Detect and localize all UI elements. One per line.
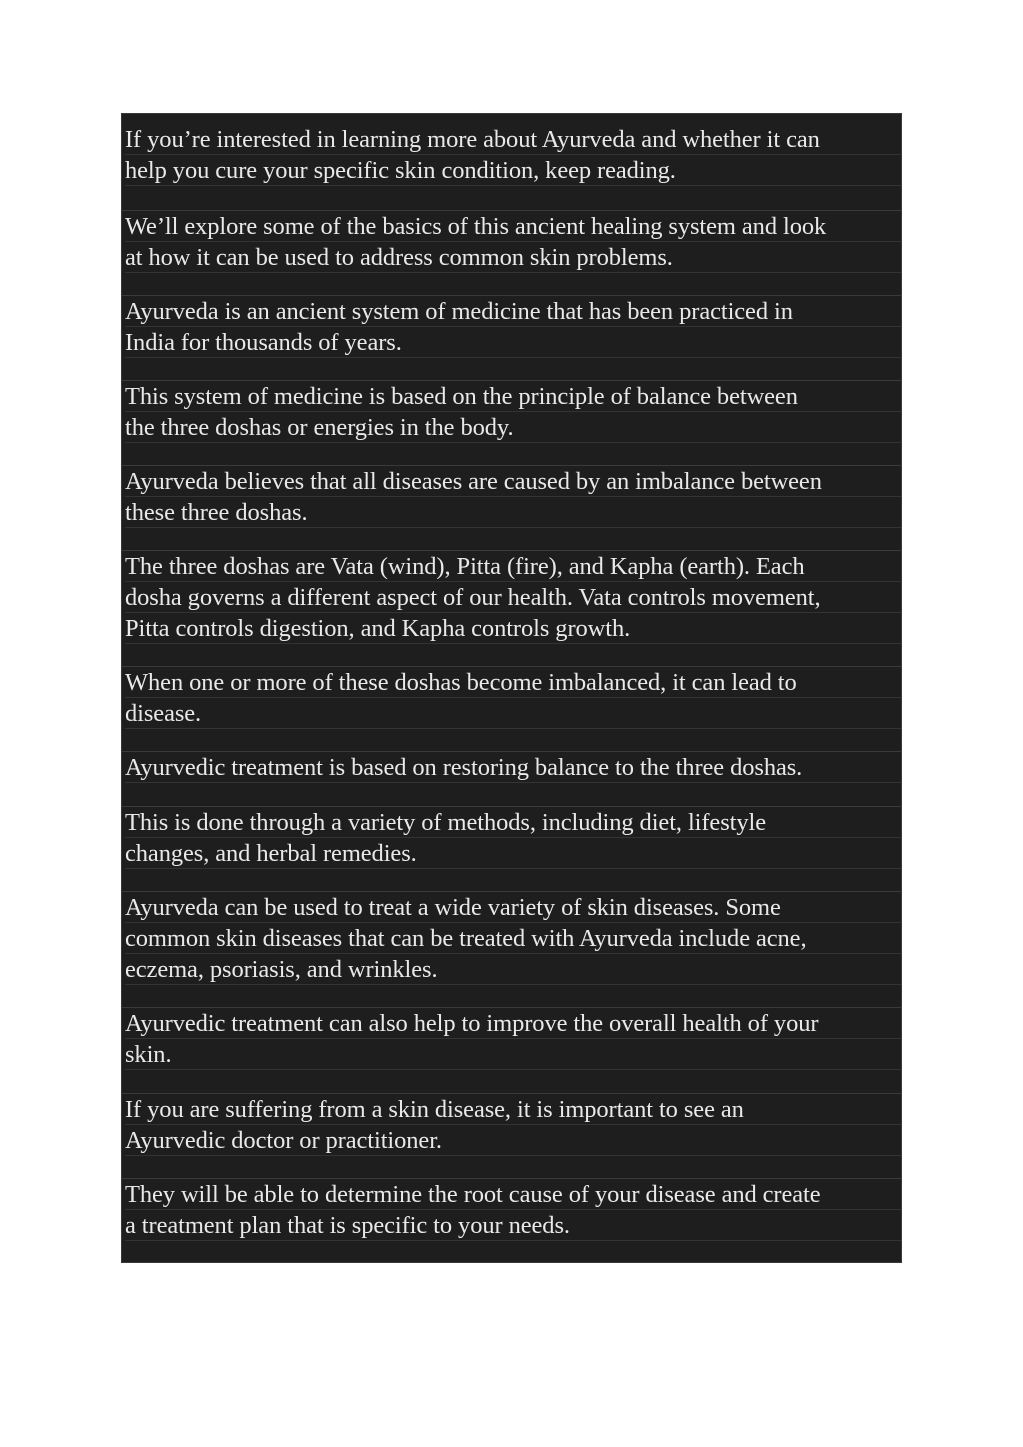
paragraph xyxy=(122,806,901,869)
text-line: disease. xyxy=(125,698,901,729)
paragraph xyxy=(122,751,901,783)
paragraph xyxy=(122,1178,901,1241)
paragraph xyxy=(122,124,901,186)
text-line: dosha governs a different aspect of our health. Vata controls movement, xyxy=(125,582,901,613)
text-line: India for thousands of years. xyxy=(125,327,901,358)
paragraph xyxy=(122,465,901,528)
text-line: skin. xyxy=(125,1039,901,1070)
text-line: Ayurveda is an ancient system of medicine that has been practiced in xyxy=(125,296,901,327)
text-line: We’ll explore some of the basics of this ancient healing system and look xyxy=(125,211,901,242)
text-line: When one or more of these doshas become imbalanced, it can lead to xyxy=(125,667,901,698)
text-line: The three doshas are Vata (wind), Pitta (fire), and Kapha (earth). Each xyxy=(125,551,901,582)
text-line: If you’re interested in learning more about Ayurveda and whether it can xyxy=(125,124,901,155)
text-line: Ayurvedic doctor or practitioner. xyxy=(125,1125,901,1156)
paragraph xyxy=(122,550,901,644)
text-line: help you cure your specific skin condition, keep reading. xyxy=(125,155,901,186)
article-panel xyxy=(121,113,902,1263)
paragraph xyxy=(122,380,901,443)
text-line: Ayurvedic treatment can also help to improve the overall health of your xyxy=(125,1008,901,1039)
paragraph xyxy=(122,666,901,729)
text-line: This system of medicine is based on the principle of balance between xyxy=(125,381,901,412)
text-line: Ayurveda believes that all diseases are caused by an imbalance between xyxy=(125,466,901,497)
paragraph xyxy=(122,295,901,358)
text-line: these three doshas. xyxy=(125,497,901,528)
paragraph xyxy=(122,891,901,985)
text-line: Pitta controls digestion, and Kapha controls growth. xyxy=(125,613,901,644)
text-line: They will be able to determine the root cause of your disease and create xyxy=(125,1179,901,1210)
text-line: This is done through a variety of methods, including diet, lifestyle xyxy=(125,807,901,838)
paragraph xyxy=(122,1093,901,1156)
paragraph xyxy=(122,210,901,273)
paragraph xyxy=(122,1007,901,1070)
text-line: Ayurveda can be used to treat a wide variety of skin diseases. Some xyxy=(125,892,901,923)
text-line: changes, and herbal remedies. xyxy=(125,838,901,869)
text-line: eczema, psoriasis, and wrinkles. xyxy=(125,954,901,985)
text-line: a treatment plan that is specific to your needs. xyxy=(125,1210,901,1241)
text-line: at how it can be used to address common skin problems. xyxy=(125,242,901,273)
text-line: the three doshas or energies in the body. xyxy=(125,412,901,443)
text-line: common skin diseases that can be treated with Ayurveda include acne, xyxy=(125,923,901,954)
text-line: Ayurvedic treatment is based on restoring balance to the three doshas. xyxy=(125,752,901,783)
text-line: If you are suffering from a skin disease, it is important to see an xyxy=(125,1094,901,1125)
